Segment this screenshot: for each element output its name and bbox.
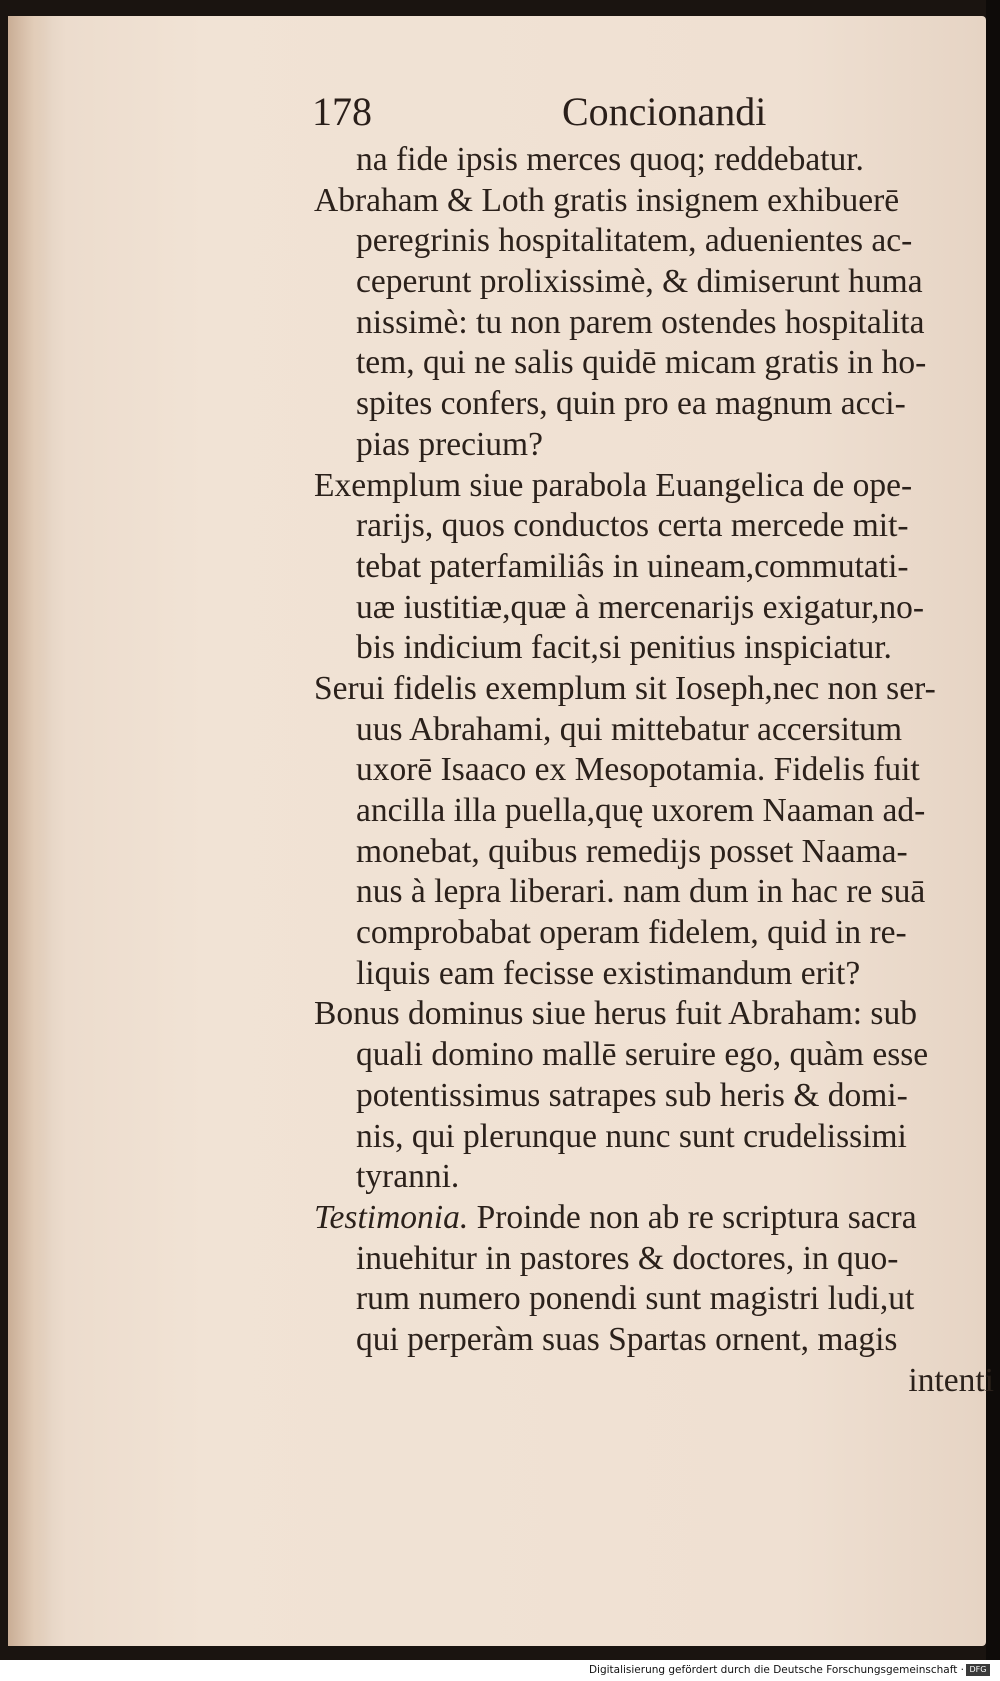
- text-line: ceperunt prolixissimè, & dimiserunt huma: [356, 263, 923, 301]
- dfg-logo: DFG: [966, 1664, 990, 1676]
- text-line: rarijs, quos conductos certa mercede mit-: [356, 507, 909, 545]
- page-header: [312, 88, 962, 148]
- text-line: Exemplum siue parabola Euangelica de ope-: [314, 466, 913, 504]
- text-line: bis indicium facit,si penitius inspiciatur.: [356, 629, 892, 667]
- text-line: inuehitur in pastores & doctores, in quo-: [356, 1239, 899, 1277]
- text-line: Bonus dominus siue herus fuit Abraham: sub: [314, 995, 917, 1033]
- text-line: tyranni.: [356, 1158, 460, 1196]
- text-line: nus à lepra liberari. nam dum in hac re suā: [356, 873, 926, 911]
- text-line: na fide ipsis merces quoq; reddebatur.: [356, 141, 864, 178]
- text-line: nissimè: tu non parem ostendes hospitalita: [356, 303, 925, 341]
- text-line: Serui fidelis exemplum sit Ioseph,nec non ser-: [314, 669, 936, 707]
- main-text: [314, 140, 994, 1401]
- text-line: spites confers, quin pro ea magnum acci-: [356, 385, 906, 423]
- text-line: liquis eam fecisse existimandum erit?: [356, 954, 861, 992]
- text-line: pias precium?: [356, 425, 543, 463]
- text-line: qui perperàm suas Spartas ornent, magis: [356, 1320, 898, 1358]
- text-line: rum numero ponendi sunt magistri ludi,ut: [356, 1280, 915, 1318]
- text-line: peregrinis hospitalitatem, aduenientes ac-: [356, 222, 913, 260]
- text-block-b: [314, 1239, 994, 1361]
- text-line: uæ iustitiæ,quæ à mercenarijs exigatur,no-: [356, 588, 925, 626]
- text-line: tebat paterfamiliâs in uineam,commutati-: [356, 547, 909, 585]
- testimonia-text: Proinde non ab re scriptura sacra: [468, 1198, 917, 1236]
- text-line: comprobabat operam fidelem, quid in re-: [356, 914, 907, 952]
- text-line: tem, qui ne salis quidē micam gratis in ho-: [356, 344, 927, 382]
- marginal-label: Testimonia.: [314, 1198, 469, 1236]
- text-block-a: [314, 140, 994, 1198]
- text-line: monebat, quibus remedijs posset Naama-: [356, 832, 908, 870]
- catchword: intenti: [908, 1361, 994, 1399]
- text-line: nis, qui plerunque nunc sunt crudelissimi: [356, 1117, 907, 1155]
- page-gutter-shadow: [8, 16, 52, 1646]
- text-line: Abraham & Loth gratis insignem exhibuerē: [314, 181, 900, 219]
- text-line: potentissimus satrapes sub heris & domi-: [356, 1076, 908, 1114]
- text-line: uus Abrahami, qui mittebatur accersitum: [356, 710, 903, 748]
- catchword-line: [314, 1361, 994, 1402]
- page-number: 178: [312, 89, 372, 134]
- running-head: Concionandi: [562, 89, 767, 134]
- text-line: quali domino mallē seruire ego, quàm esse: [356, 1036, 929, 1074]
- text-line: uxorē Isaaco ex Mesopotamia. Fidelis fuit: [356, 751, 920, 789]
- testimonia-line: [314, 1198, 994, 1239]
- text-line: ancilla illa puella,quę uxorem Naaman ad-: [356, 792, 926, 829]
- footer-credit: Digitalisierung gefördert durch die Deutsche Forschungsgemeinschaft ·: [588, 1664, 964, 1676]
